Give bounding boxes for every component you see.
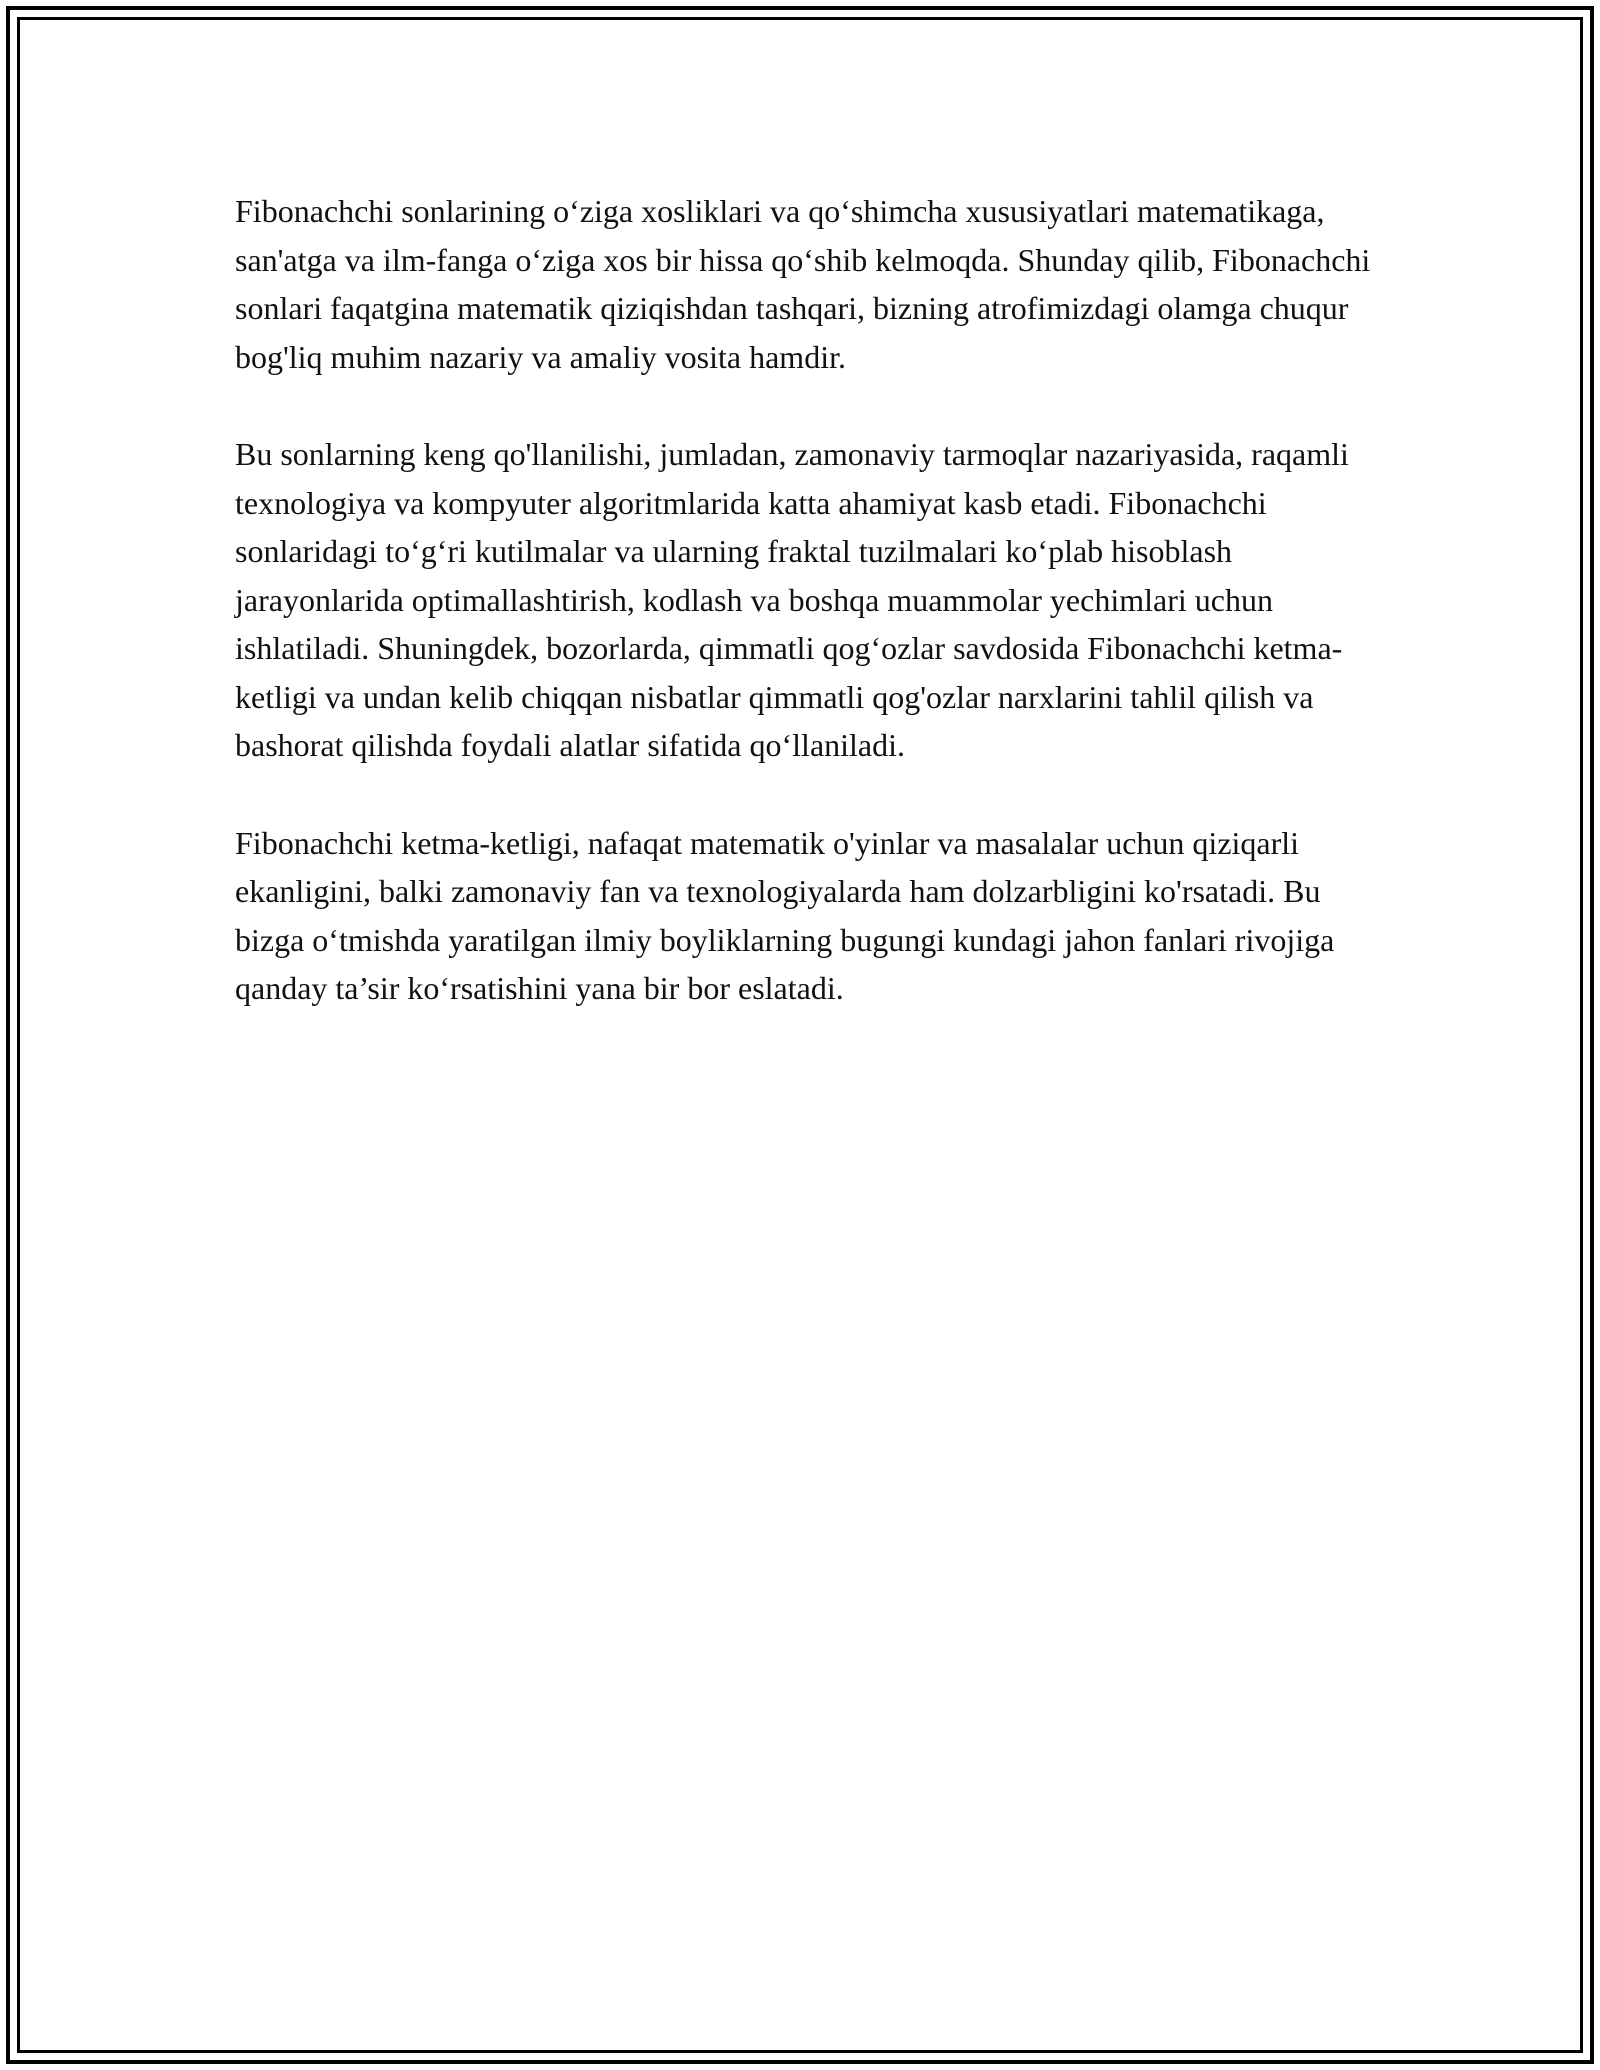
paragraph-2: Bu sonlarning keng qo'llanilishi, jumladan, zamonaviy tarmoqlar nazariyasida, raqamli texnologiya va kompyuter algoritmlarida katta ahamiyat kasb etadi. Fibonachchi sonlaridagi to‘g‘ri kutilmalar va ularning fraktal tuzilmalari ko‘plab hisoblash jarayonlarida optimallashtirish, kodlash va boshqa muammolar yechimlari uchun ishlatiladi. Shuningdek, bozorlarda, qimmatli qog‘ozlar savdosida Fibonachchi ketma-ketligi va undan kelib chiqqan nisbatlar qimmatli qog'ozlar narxlarini tahlil qilish va bashorat qilishda foydali alatlar sifatida qo‘llaniladi.	[235, 436, 1349, 763]
document-body	[235, 187, 1375, 1062]
paragraph-3: Fibonachchi ketma-ketligi, nafaqat matematik o'yinlar va masalalar uchun qiziqarli ekanligini, balki zamonaviy fan va texnologiyalarda ham dolzarbligini ko'rsatadi. Bu bizga o‘tmishda yaratilgan ilmiy boyliklarning bugungi kundagi jahon fanlari rivojiga qanday ta’sir ko‘rsatishini yana bir bor eslatadi.	[235, 824, 1335, 1006]
paragraph-1: Fibonachchi sonlarining o‘ziga xosliklari va qo‘shimcha xususiyatlari matematikaga, san'atga va ilm-fanga o‘ziga xos bir hissa qo‘shib kelmoqda. Shunday qilib, Fibonachchi sonlari faqatgina matematik qiziqishdan tashqari, bizning atrofimizdagi olamga chuqur bog'liq muhim nazariy va amaliy vosita hamdir.	[235, 193, 1371, 375]
